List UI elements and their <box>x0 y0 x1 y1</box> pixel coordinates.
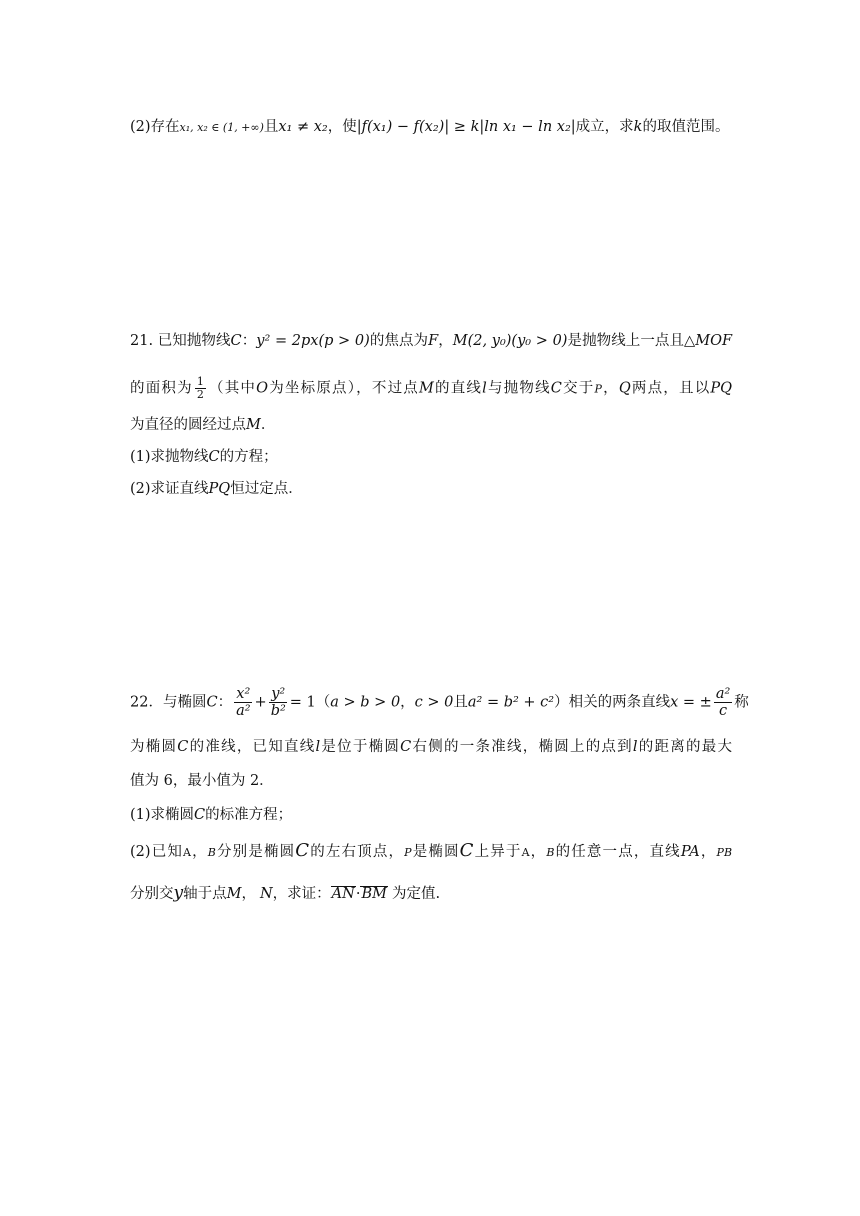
math-var: B <box>546 846 555 859</box>
math-var: M <box>246 417 261 433</box>
text: （其中 <box>207 380 257 397</box>
math-var: A <box>183 846 191 859</box>
math-var: Q <box>618 380 631 397</box>
math-var: P <box>594 382 602 396</box>
text: 两点，且以 <box>630 380 711 397</box>
text: (2)存在 <box>130 119 180 135</box>
denominator: c <box>719 703 728 719</box>
math-equation: y² = 2px(p > 0) <box>256 333 370 349</box>
math-var: k <box>633 119 643 135</box>
text: 称 <box>734 694 749 711</box>
q20-part2 <box>130 116 732 139</box>
fraction-directrix <box>714 686 732 719</box>
math-condition: c > 0 <box>414 694 454 711</box>
text: ，求证： <box>272 886 331 902</box>
q22-line1 <box>130 686 749 719</box>
math-triangle: △MOF <box>684 333 733 349</box>
text: 值为 6，最小值为 2． <box>130 773 274 789</box>
text: ： <box>217 694 233 711</box>
question-number: 22．与椭圆 <box>130 694 207 711</box>
text: ，使 <box>327 119 357 135</box>
text: 是抛物线上一点且 <box>567 333 685 349</box>
math-var: P <box>404 846 412 859</box>
math-equation: x = ± <box>670 694 712 711</box>
math-var: B <box>207 846 216 859</box>
q22-part2 <box>130 840 732 864</box>
text: = 1（ <box>289 694 331 711</box>
text: ． <box>260 417 276 433</box>
text: ， <box>190 844 208 860</box>
text: ， <box>601 380 619 397</box>
text: 且 <box>263 119 279 135</box>
text: 轴于点 <box>183 886 227 902</box>
math-var: F <box>428 333 439 349</box>
text: 上异于 <box>473 844 522 860</box>
math-var: C <box>459 840 474 861</box>
text: (1)求抛物线 <box>130 449 209 465</box>
math-var: PQ <box>710 380 733 397</box>
math-var: M <box>418 380 434 397</box>
math-var: l <box>632 739 638 755</box>
text: 的面积为 <box>130 380 193 397</box>
math-condition: x₁, x₂ ∈ (1, +∞) <box>179 121 264 134</box>
text: ， <box>699 844 717 860</box>
numerator: y² <box>271 686 286 702</box>
math-op: · <box>355 886 361 902</box>
text: 右侧的一条准线，椭圆上的点到 <box>411 739 633 755</box>
text: 且 <box>453 694 468 711</box>
fraction-y <box>269 686 288 719</box>
math-var: PA <box>680 844 700 860</box>
math-var: l <box>315 739 321 755</box>
text: 恒过定点． <box>230 481 303 497</box>
math-var: O <box>256 380 269 397</box>
text: 成立，求 <box>575 119 634 135</box>
math-var: C <box>194 807 206 823</box>
text: 为坐标原点），不过点 <box>268 380 419 397</box>
math-var: C <box>295 840 310 861</box>
text: ： <box>241 333 257 349</box>
q22-line2 <box>130 736 732 758</box>
text: 为椭圆 <box>130 739 178 755</box>
vector-bm: BM <box>361 886 387 902</box>
math-op: + <box>254 694 267 711</box>
math-var: C <box>230 333 242 349</box>
math-inequality: |f(x₁) − f(x₂)| ≥ k|ln x₁ − ln x₂| <box>356 119 576 135</box>
text: 是椭圆 <box>411 844 460 860</box>
text: 为直径的圆经过点 <box>130 417 246 433</box>
math-var: l <box>482 380 487 397</box>
text: 的标准方程； <box>205 807 293 823</box>
question-number: 21. 已知抛物线 <box>130 333 231 349</box>
text: (1)求椭圆 <box>130 807 195 823</box>
text: 的取值范围。 <box>642 119 730 135</box>
text: 分别是椭圆 <box>215 844 296 860</box>
q21-line3 <box>130 414 732 436</box>
numerator: a² <box>715 686 731 702</box>
q21-line1 <box>130 330 732 352</box>
math-condition: a² = b² + c² <box>467 694 555 711</box>
text: 分别交 <box>130 886 174 902</box>
denominator: 2 <box>196 388 204 401</box>
text: (2)已知 <box>130 844 183 860</box>
text: 的任意一点，直线 <box>554 844 681 860</box>
math-var: C <box>550 380 562 397</box>
q21-line2 <box>130 376 732 401</box>
text: 是位于椭圆 <box>320 739 401 755</box>
q21-part2 <box>130 478 732 500</box>
text: ， <box>400 694 415 711</box>
fraction <box>195 376 206 401</box>
q22-line3 <box>130 770 732 792</box>
math-var: C <box>208 449 220 465</box>
math-neq: x₁ ≠ x₂ <box>278 119 328 135</box>
text: 的准线，已知直线 <box>188 739 316 755</box>
text: 的直线 <box>433 380 483 397</box>
numerator: 1 <box>196 375 204 388</box>
text: 的方程； <box>219 449 278 465</box>
text: 的距离的最大 <box>637 739 733 755</box>
math-var: PB <box>716 846 733 859</box>
math-condition: a > b > 0 <box>330 694 401 711</box>
q22-part1 <box>130 804 732 826</box>
text: (2)求证直线 <box>130 481 209 497</box>
text: 的焦点为 <box>369 333 429 349</box>
q21-part1 <box>130 446 732 468</box>
numerator: x² <box>236 686 251 702</box>
math-point: M(2, y₀)(y₀ > 0) <box>452 333 568 349</box>
math-var: PQ <box>208 481 231 497</box>
text: ， <box>438 333 453 349</box>
text: ）相关的两条直线 <box>554 694 671 711</box>
math-var: y <box>173 883 184 903</box>
denominator: a² <box>236 703 251 719</box>
text: 与抛物线 <box>486 380 551 397</box>
text: 的左右顶点， <box>309 844 405 860</box>
math-var: N <box>259 886 273 902</box>
math-var: C <box>177 739 189 755</box>
math-var: A <box>521 846 530 859</box>
text: ， <box>241 886 256 902</box>
q22-part2b <box>130 882 732 905</box>
text: ， <box>529 844 547 860</box>
text: 交于 <box>561 380 595 397</box>
vector-an: AN <box>331 886 355 902</box>
math-var: C <box>206 694 218 711</box>
math-var: C <box>400 739 412 755</box>
fraction-x <box>234 686 252 719</box>
text: 为定值. <box>391 886 441 902</box>
denominator: b² <box>270 703 286 719</box>
math-var: M <box>226 886 242 902</box>
